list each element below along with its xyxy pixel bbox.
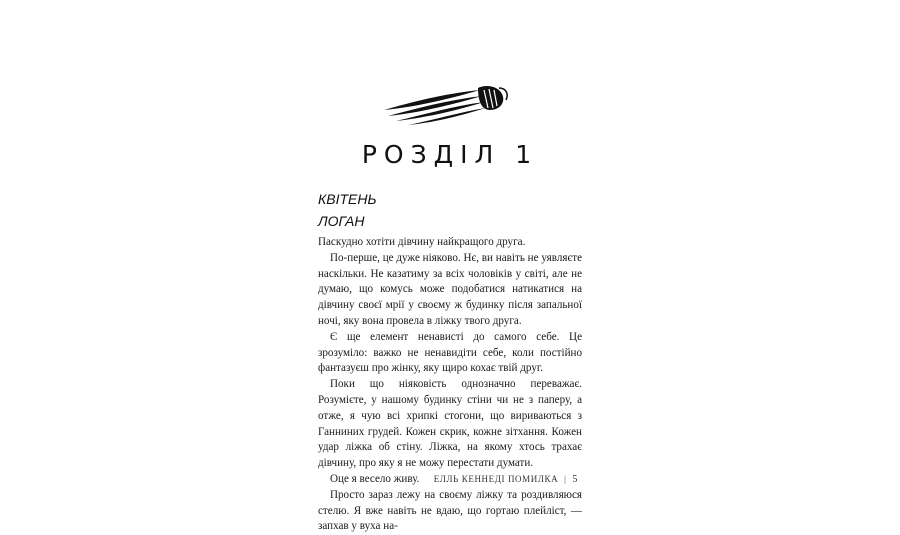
chapter-meta (318, 188, 377, 232)
paragraph: Є ще елемент ненависті до самого себе. Це зрозуміло: важко не ненавидіти себе, коли постійно фантазуєш про жінку, яку щиро кохає твій друг. (318, 330, 582, 375)
chapter-month: КВІТЕНЬ (318, 191, 377, 207)
page-footer (434, 474, 578, 485)
paragraph: Паскудно хотіти дівчину найкращого друга. (318, 236, 526, 248)
brush-stroke-icon (382, 80, 512, 130)
paragraph: По-перше, це дуже ніяково. Нє, ви навіть не уявляєте наскільки. Не казатиму за всіх чоловіків у світі, але не думаю, що комусь може подобатися натикатися на дівчину своєї мрії у своєму ж будинку після запальної ночі, яку вона провела в ліжку твого друга. (318, 251, 582, 327)
page-number: 5 (572, 474, 578, 485)
chapter-title: РОЗДІЛ 1 (361, 140, 539, 169)
chapter-narrator: ЛОГАН (318, 213, 365, 229)
footer-author: ЕЛЛЬ КЕННЕДІ (433, 474, 506, 484)
footer-separator: | (564, 474, 567, 484)
paragraph: Оце я весело живу. (330, 472, 420, 485)
paragraph: Просто зараз лежу на своєму ліжку та роздивляюся стелю. Я вже навіть не вдаю, що гортаю плейліст, — запхав у вуха на- (318, 488, 582, 533)
footer-book-title: ПОМИЛКА (507, 474, 559, 484)
paragraph: Поки що ніяковість однозначно переважає. Розумієте, у нашому будинку стіни чи не з паперу, а отже, я чую всі хрипкі стогони, що вириваються з Ганниних грудей. Кожен скрик, кожне зітхання. Кожен удар ліжка об стіну. Ліжка, на якому хтось трахає дівчину, про яку я не можу перестати думати. (318, 378, 582, 470)
chapter-body (318, 235, 582, 535)
